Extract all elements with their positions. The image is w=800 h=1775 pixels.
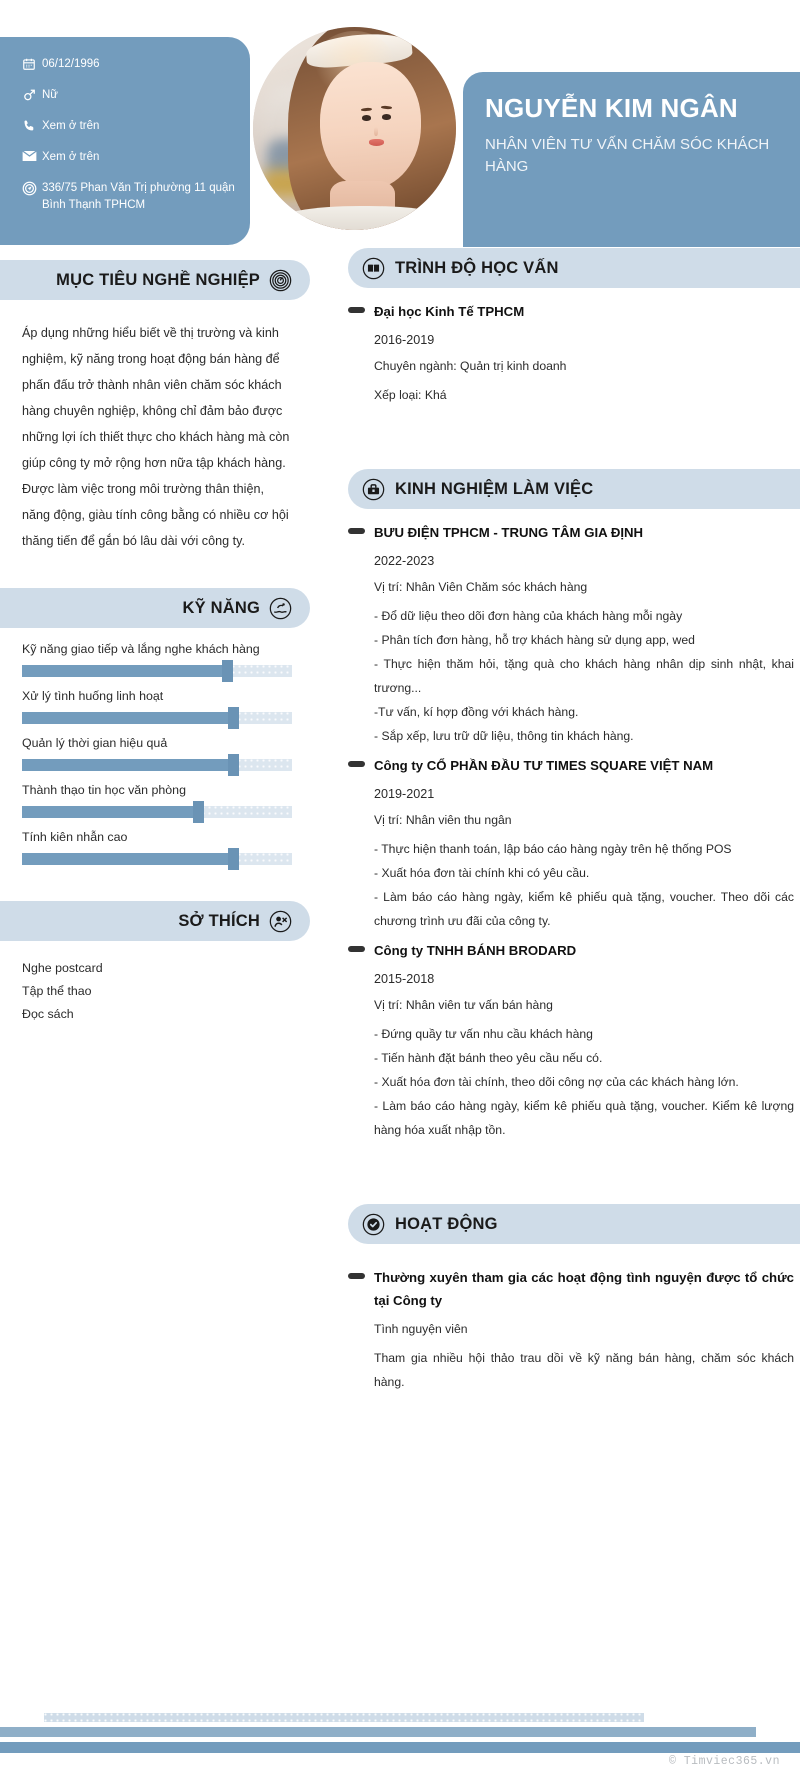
skill-bar-fill — [22, 806, 198, 818]
skill-bar-knob[interactable] — [193, 801, 204, 823]
duty-item: - Thực hiện thăm hỏi, tặng quà cho khách hàng nhân dịp sinh nhật, khai trương... — [374, 657, 794, 695]
footer-bar-primary — [0, 1742, 800, 1753]
name-block — [463, 72, 800, 247]
section-header-education — [348, 248, 800, 288]
skill-bar-fill — [22, 853, 233, 865]
skill-bar-fill — [22, 759, 233, 771]
list-item: Tập thể thao — [22, 984, 92, 998]
right-column — [348, 248, 800, 1400]
duty-item: - Đổ dữ liệu theo dõi đơn hàng của khách hàng mỗi ngày — [374, 609, 683, 623]
calendar-icon — [22, 56, 42, 71]
duty-item: - Phân tích đơn hàng, hỗ trợ khách hàng sử dụng app, wed — [374, 633, 695, 647]
email-icon — [22, 149, 42, 162]
duty-item: - Sắp xếp, lưu trữ dữ liệu, thông tin khách hàng. — [374, 729, 634, 743]
duty-item: - Tiến hành đặt bánh theo yêu cầu nếu có. — [374, 1051, 603, 1065]
skill-item — [22, 642, 292, 677]
skill-bar-track[interactable] — [22, 712, 292, 724]
skill-label: Tính kiên nhẫn cao — [22, 830, 128, 844]
footer-bar-mid — [0, 1727, 756, 1737]
experience-date: 2022-2023 — [374, 554, 435, 568]
experience-title: KINH NGHIỆM LÀM VIỆC — [395, 479, 594, 498]
address-value: 336/75 Phan Văn Trị phường 11 quận Bình Thạnh TPHCM — [42, 182, 235, 211]
activity-detail: Tham gia nhiều hội thảo trau dồi về kỹ năng bán hàng, chăm sóc khách hàng. — [374, 1351, 794, 1389]
contact-row-email — [22, 149, 244, 166]
objective-title: MỤC TIÊU NGHỀ NGHIỆP — [56, 270, 260, 289]
section-header-objective — [0, 260, 310, 300]
avatar-face — [320, 62, 422, 190]
company-name: Công ty TNHH BÁNH BRODARD — [374, 943, 577, 958]
contact-row-phone — [22, 118, 244, 135]
avatar-shoulder — [273, 206, 456, 230]
duty-item: - Đứng quầy tư vấn nhu cầu khách hàng — [374, 1027, 593, 1041]
book-icon — [362, 257, 385, 280]
experience-entries — [348, 509, 800, 1142]
skill-icon — [269, 597, 292, 620]
objective-text: Áp dụng những hiểu biết về thị trường và kinh nghiệm, kỹ năng trong hoạt động bán hàng để phấn đấu trở thành nhân viên chăm sóc khách hàng chuyên nghiệp, không chỉ đảm bảo được những lợi ích thiết thực cho khách hàng mà còn giúp công ty mở rộng hơn nữa tập khách hàng. Được làm việc trong môi trường thân thiện, năng động, giàu tính công bằng có nhiều cơ hội thăng tiến để gắn bó lâu dài với công ty. — [22, 326, 290, 548]
duty-item: - Xuất hóa đơn tài chính, theo dõi công nợ của các khách hàng lớn. — [374, 1075, 739, 1089]
skill-label: Thành thạo tin học văn phòng — [22, 783, 186, 797]
experience-date: 2015-2018 — [374, 972, 435, 986]
list-item: Nghe postcard — [22, 961, 103, 975]
experience-entry — [348, 754, 794, 933]
target-icon — [269, 269, 292, 292]
education-major: Chuyên ngành: Quản trị kinh doanh — [374, 359, 567, 373]
hobby-icon — [269, 910, 292, 933]
education-grade: Xếp loại: Khá — [374, 388, 447, 402]
phone-value: Xem ở trên — [42, 120, 100, 132]
experience-entry — [348, 521, 794, 748]
gender-value: Nữ — [42, 89, 59, 101]
skill-item — [22, 689, 292, 724]
skill-bar-knob[interactable] — [228, 754, 239, 776]
bullet-dash-icon — [348, 761, 365, 767]
skill-item — [22, 830, 292, 865]
avatar-brow-left — [360, 107, 371, 111]
duty-item: - Làm báo cáo hàng ngày, kiểm kê phiếu quà tặng, voucher. Kiểm kê lượng hàng hóa xuất nhập tồn. — [374, 1099, 794, 1137]
avatar-brow-right — [381, 106, 392, 110]
skill-bar-fill — [22, 665, 227, 677]
company-name: Công ty CỔ PHẦN ĐẦU TƯ TIMES SQUARE VIỆT NAM — [374, 758, 714, 773]
activity-headline: Thường xuyên tham gia các hoạt động tình nguyện được tổ chức tại Công ty — [374, 1270, 794, 1308]
avatar-nose — [374, 127, 378, 136]
check-badge-icon — [362, 1213, 385, 1236]
skill-bar-knob[interactable] — [228, 707, 239, 729]
section-header-activities — [348, 1204, 800, 1244]
skills-list — [0, 628, 310, 865]
experience-position: Vị trí: Nhân viên tư vấn bán hàng — [374, 998, 553, 1012]
skill-bar-track[interactable] — [22, 759, 292, 771]
education-date: 2016-2019 — [374, 333, 435, 347]
avatar-eye-right — [382, 114, 391, 120]
skill-label: Kỹ năng giao tiếp và lắng nghe khách hàng — [22, 642, 260, 656]
hobbies-title: SỞ THÍCH — [178, 911, 260, 930]
page-title: NGUYỄN KIM NGÂN — [485, 93, 738, 123]
activities-title: HOẠT ĐỘNG — [395, 1214, 498, 1233]
email-value: Xem ở trên — [42, 151, 100, 163]
experience-position: Vị trí: Nhân Viên Chăm sóc khách hàng — [374, 580, 588, 594]
skill-bar-track[interactable] — [22, 853, 292, 865]
skill-bar-knob[interactable] — [222, 660, 233, 682]
skill-label: Quản lý thời gian hiệu quả — [22, 736, 168, 750]
avatar-lips — [369, 139, 384, 146]
skills-title: KỸ NĂNG — [182, 598, 260, 617]
birthdate-value: 06/12/1996 — [42, 58, 100, 70]
company-name: BƯU ĐIỆN TPHCM - TRUNG TÂM GIA ĐỊNH — [374, 525, 644, 540]
avatar — [253, 27, 456, 230]
bullet-dash-icon — [348, 946, 365, 952]
phone-icon — [22, 118, 42, 133]
section-header-experience — [348, 469, 800, 509]
contact-row-birthdate — [22, 56, 244, 73]
contact-row-address — [22, 180, 244, 214]
section-header-hobbies — [0, 901, 310, 941]
contact-row-gender — [22, 87, 244, 104]
duty-item: - Xuất hóa đơn tài chính khi có yêu cầu. — [374, 866, 590, 880]
skill-bar-fill — [22, 712, 233, 724]
experience-position: Vị trí: Nhân viên thu ngân — [374, 813, 512, 827]
experience-date: 2019-2021 — [374, 787, 435, 801]
watermark-credit: © Timviec365.vn — [668, 1755, 780, 1768]
bullet-dash-icon — [348, 1273, 365, 1279]
activity-role: Tình nguyện viên — [374, 1322, 468, 1336]
left-column — [0, 260, 310, 1026]
school-name: Đại học Kinh Tế TPHCM — [374, 304, 525, 319]
education-entries — [348, 288, 800, 407]
duty-item: - Làm báo cáo hàng ngày, kiểm kê phiếu quà tặng, voucher. Theo dõi các chương trình ưu đãi của công ty. — [374, 890, 794, 928]
list-item: Đọc sách — [22, 1007, 74, 1021]
location-icon — [22, 180, 42, 196]
bullet-dash-icon — [348, 307, 365, 313]
skill-bar-track[interactable] — [22, 806, 292, 818]
skill-bar-knob[interactable] — [228, 848, 239, 870]
skill-bar-track[interactable] — [22, 665, 292, 677]
duty-item: -Tư vấn, kí hợp đồng với khách hàng. — [374, 705, 579, 719]
footer-bar-dotted — [44, 1713, 644, 1722]
education-title: TRÌNH ĐỘ HỌC VẤN — [395, 258, 559, 277]
contact-list — [22, 56, 244, 228]
skill-item — [22, 736, 292, 771]
briefcase-icon — [362, 478, 385, 501]
duty-item: - Thực hiện thanh toán, lập báo cáo hàng ngày trên hệ thống POS — [374, 842, 732, 856]
activities-entries — [348, 1244, 800, 1394]
bullet-dash-icon — [348, 528, 365, 534]
activity-entry — [348, 1266, 794, 1394]
job-title: NHÂN VIÊN TƯ VẤN CHĂM SÓC KHÁCH HÀNG — [485, 136, 770, 175]
experience-entry — [348, 939, 794, 1142]
hobbies-list — [0, 941, 310, 1026]
avatar-eye-left — [362, 115, 371, 121]
education-entry — [348, 300, 794, 407]
gender-icon — [22, 87, 42, 103]
section-header-skills — [0, 588, 310, 628]
skill-item — [22, 783, 292, 818]
skill-label: Xử lý tình huống linh hoạt — [22, 689, 164, 703]
